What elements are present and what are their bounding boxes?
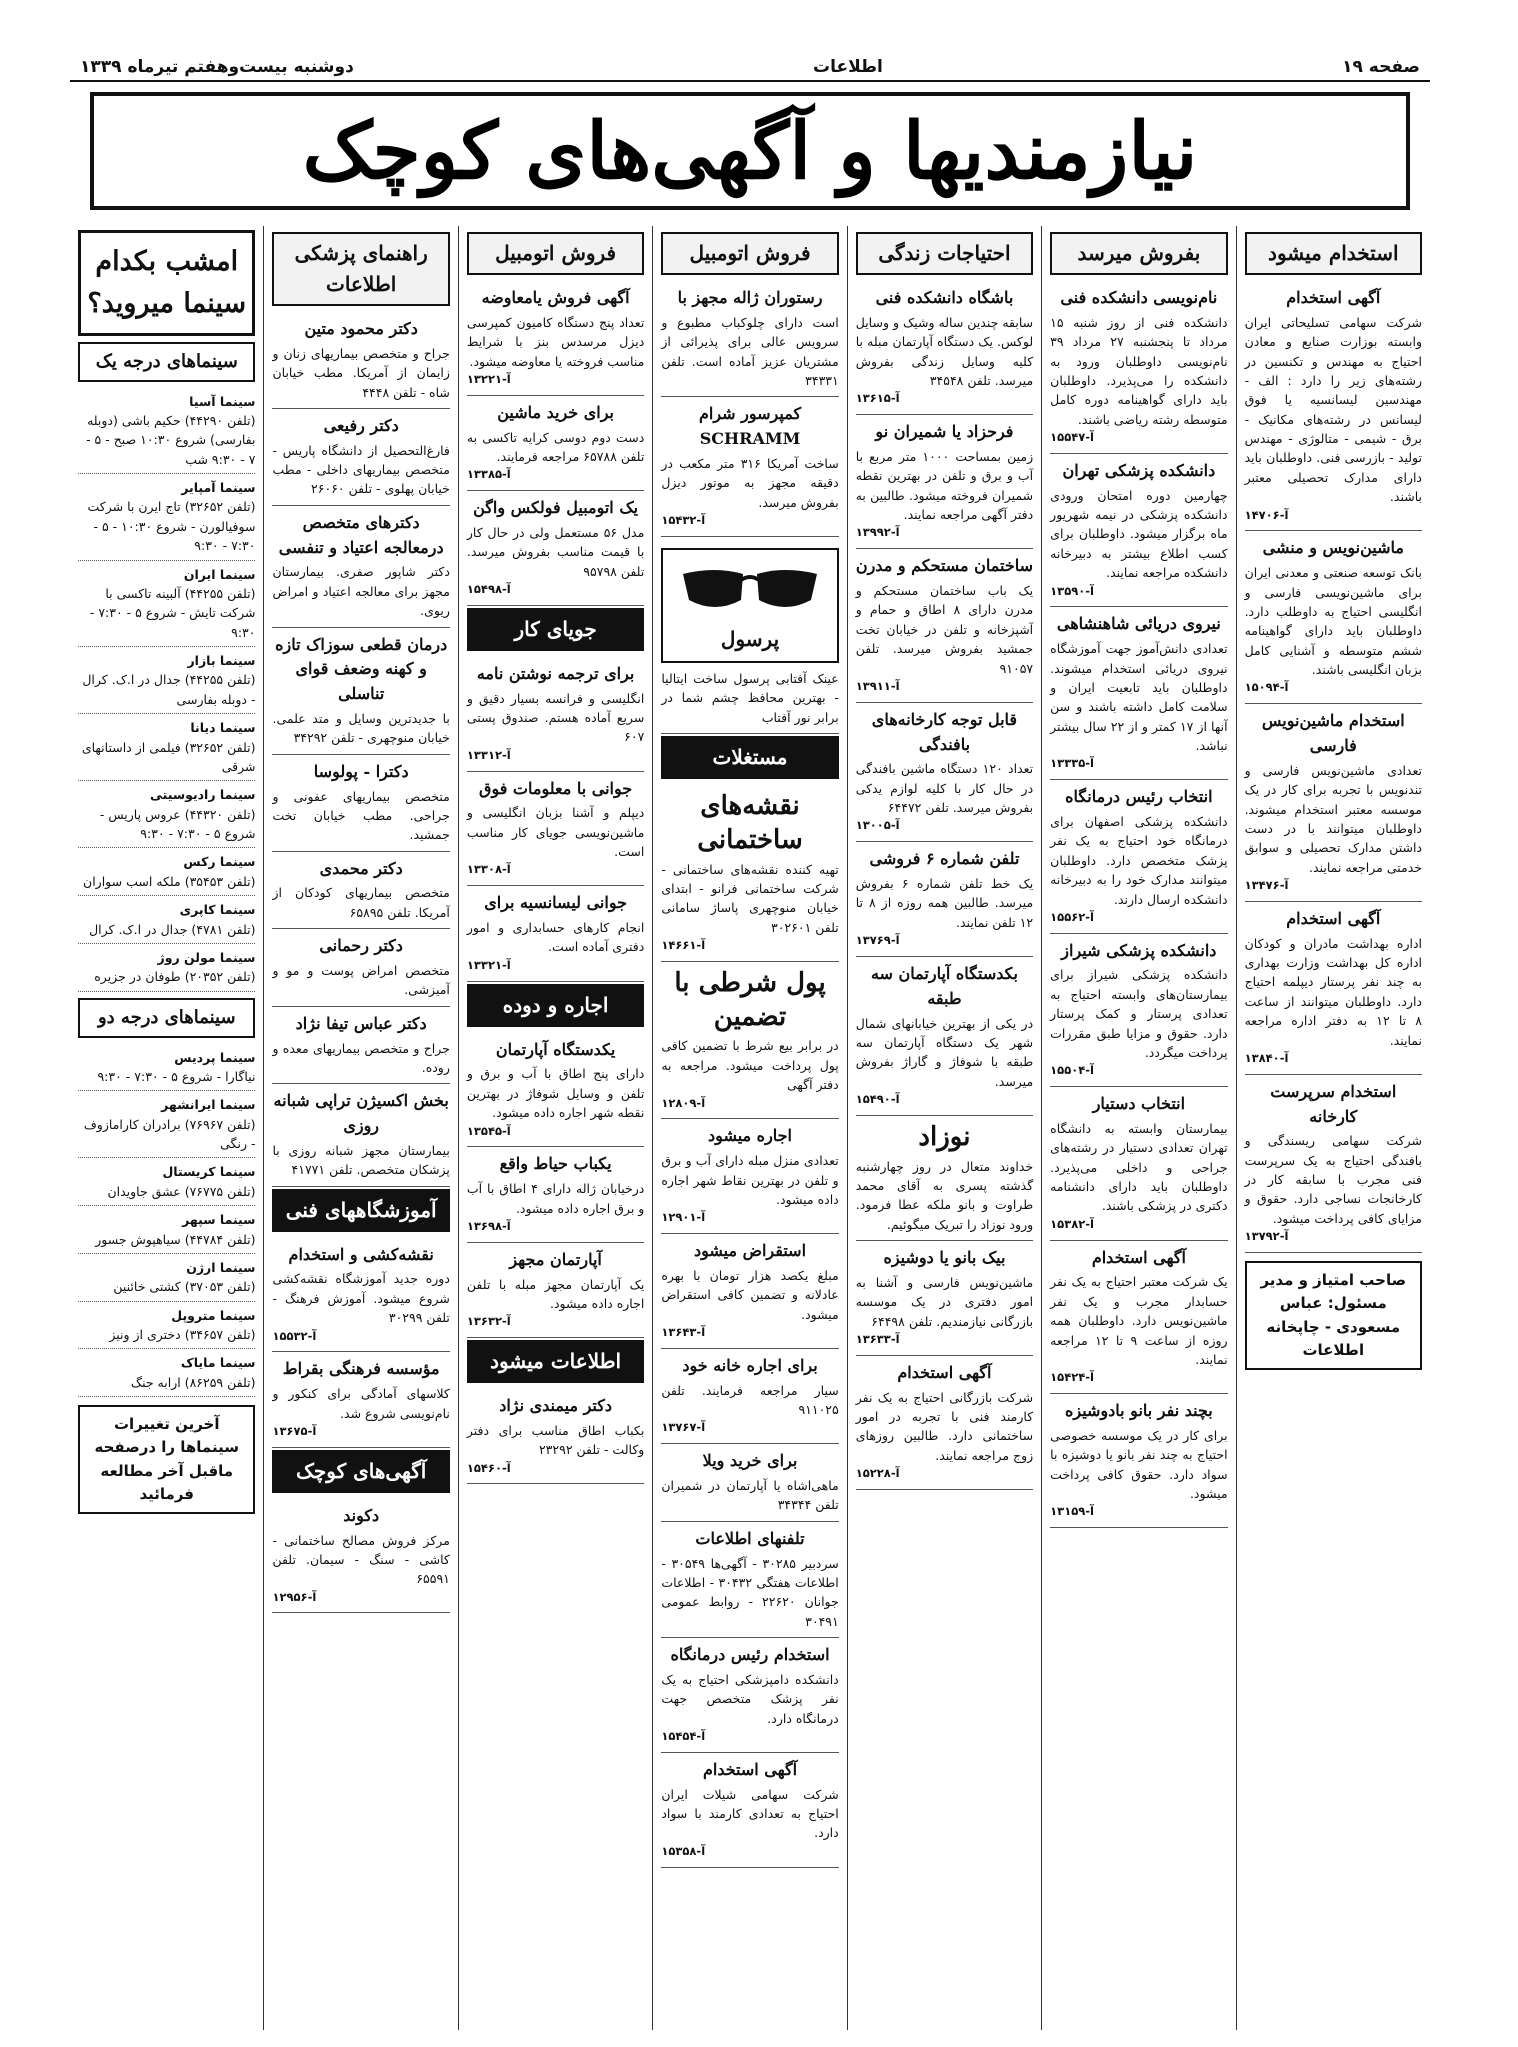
classified-ad [467, 886, 644, 981]
sunglasses-advert [661, 548, 838, 663]
classified-column [652, 226, 846, 2030]
ad-body: تعدادی ماشین‌نویس فارسی و تندنویس با تجربه برای کار در یک موسسه معتبر استخدام میشوند. داوطلبان میتوانند با در دست داشتن مدارک تحصیلی و سوابق خدمتی مراجعه نمایند. [1244, 762, 1422, 875]
ad-body: سابقه چندین ساله وشیک و وسایل لوکس. یک دستگاه آپارتمان مبله با کلیه وسایل زندگی بفروش میرسد. تلفن ۳۴۵۴۸ [855, 314, 1034, 388]
classified-ad [661, 785, 838, 962]
page-header [70, 54, 1430, 82]
classified-ad [1050, 1087, 1227, 1240]
ad-code: آ-۱۴۶۶۱ [661, 938, 706, 953]
ad-code: آ-۱۵۵۴۷ [1050, 430, 1094, 445]
classified-ad [1245, 704, 1422, 902]
ad-title: بیک بانو یا دوشیزه [883, 1248, 1006, 1268]
cinema-name: سینما مولن روژ [157, 949, 256, 965]
ad-code: آ-۱۵۳۸۲ [1050, 1216, 1094, 1231]
cinema-listing [78, 474, 255, 561]
ad-title: آگهی استخدام [702, 1759, 798, 1779]
ad-code: آ-۱۳۳۸۵ [466, 467, 511, 482]
classified-ad [467, 281, 644, 396]
ad-body: یک خط تلفن شماره ۶ بفروش میرسد. طالبین همه روزه از ۸ تا ۱۲ تلفن نمایند. [855, 876, 1034, 930]
ad-body: انگلیسی و فرانسه بسیار دقیق و سریع آماده هستم. صندوق پستی ۶۰۷ [466, 690, 645, 745]
cinema-listing [78, 714, 255, 781]
ad-code: آ-۱۳۷۶۷ [661, 1420, 706, 1435]
classified-ad [661, 1638, 838, 1753]
ad-body: شرکت بازرگانی احتیاج به یک نفر کارمند فنی با تجربه در امور ساختمانی دارد. طالبین روزهای زوج مراجعه نمایند. [855, 1389, 1034, 1463]
ad-title: آگهی فروش یامعاوضه [481, 288, 630, 307]
classified-ad [467, 1389, 644, 1484]
section-heading: اجاره و دوده [467, 984, 644, 1027]
cinema-details: (تلفن ۸۶۲۵۹) ارابه جنگ [130, 1374, 256, 1390]
ad-body: ماشین‌نویس فارسی و آشنا به امور دفتری در یک موسسه بازرگانی نیازمندیم. تلفن ۶۴۴۹۸ [855, 1274, 1034, 1329]
cinema-name: سینما کاپری [179, 902, 256, 918]
ad-code: آ-۱۳۶۳۳ [855, 1332, 900, 1347]
classified-ad [1245, 902, 1422, 1075]
ad-body: بکباب اطاق مناسب برای دفتر وکالت - تلفن ۲۳۲۹۲ [466, 1422, 645, 1458]
section-heading: استخدام میشود [1245, 232, 1422, 275]
ad-title: اجاره میشود [708, 1126, 792, 1146]
ad-body: یک آپارتمان مجهز مبله با تلفن اجاره داده میشود. [466, 1276, 645, 1311]
ad-body: سردبیر ۳۰۲۸۵ - آگهی‌ها ۳۰۵۴۹ - اطلاعات هفتگی ۳۰۴۳۲ - اطلاعات جوانان ۲۲۶۲۰ - روابط عمومی ۳۰۴۹۱ [661, 1555, 839, 1629]
cinema-heading: امشب بکدام سینما میروید؟ [78, 230, 255, 336]
ad-code: آ-۱۳۱۵۹ [1050, 1504, 1094, 1519]
ad-body: بیمارستان وابسته به دانشگاه تهران تعدادی دستیار در رشته‌های جراحی و داخلی می‌پذیرد. داوطلبان باید دارای دانشنامه دکتری در پزشکی باشند. [1050, 1120, 1228, 1214]
ad-code: آ-۱۵۵۰۴ [1050, 1063, 1094, 1078]
classified-ad [272, 312, 449, 409]
ad-title: برای خرید ویلا [702, 1451, 798, 1471]
classified-ad [856, 415, 1033, 549]
ad-body: در یکی از بهترین خیابانهای شمال شهر یک دستگاه آپارتمان سه طبقه با شوفاژ و گاراژ بفروش میرسد. [855, 1015, 1034, 1089]
ad-body: جراح و متخصص بیماریهای معده و روده. [272, 1040, 450, 1075]
ad-code: آ-۱۳۴۷۶ [1244, 878, 1289, 893]
classified-column [847, 226, 1041, 2030]
section-heading: فروش اتومبیل [661, 232, 838, 275]
cinema-listing [78, 388, 255, 475]
classified-ad [467, 657, 644, 772]
classified-ad [661, 1522, 838, 1638]
classified-ad [661, 1753, 838, 1868]
cinema-footer-note: آخرین تغییرات سینماها را درصفحه ماقبل آخر مطالعه فرمائید [78, 1405, 255, 1514]
cinema-listing [78, 1091, 255, 1158]
ad-title: جوانی با معلومات فوق [479, 778, 633, 798]
ad-body: کلاسهای آمادگی برای کنکور و نام‌نویسی شروع شد. [272, 1386, 450, 1421]
classified-ad [272, 506, 449, 628]
ad-body: در برابر بیع شرط با تضمین کافی پول پرداخت میشود. مراجعه به دفتر آگهی [661, 1038, 839, 1093]
ad-title: برای اجاره خانه خود [682, 1355, 818, 1375]
cinema-name: سینما آمپایر [181, 480, 256, 496]
issue-date: دوشنبه بیست‌وهفتم تیرماه ۱۳۳۹ [80, 57, 354, 77]
cinema-listing [78, 1349, 255, 1397]
classified-ad [1050, 1394, 1227, 1528]
ad-body: تعداد پنج دستگاه کامیون کمپرسی دیزل مرسدس بنز با شرایط مناسب فروخته یا معاوضه میشود. [466, 314, 645, 369]
ad-body: دانشکده دامپزشکی احتیاج به یک نفر پزشک متخصص جهت درمانگاه دارد. [661, 1671, 839, 1726]
ad-body: فارغ‌التحصیل از دانشگاه پاریس - متخصص بیماریهای داخلی - مطب خیابان پهلوی - تلفن ۲۶۰۶۰ [272, 442, 450, 497]
ad-body: اداره بهداشت مادران و کودکان اداره کل بهداشت وزارت بهداری به چند نفر پرستار دیپلمه احتیاج دارد. داوطلبان میتوانند از ساعت ۸ تا ۱۲ به دفتر اداره مراجعه نمایند. [1244, 935, 1422, 1048]
ad-code: آ-۱۲۹۵۶ [272, 1589, 317, 1604]
ad-code: آ-۱۵۴۳۲ [661, 513, 706, 528]
section-heading: جویای کار [467, 608, 644, 651]
ad-code: آ-۱۲۹۰۱ [661, 1210, 706, 1225]
cinema-details: (تلفن ۳۲۶۵۲) تاج ایرن با شرکت سوفیالورن - شروع ۱۰:۳۰ - ۵ - ۷:۳۰ - ۹:۳۰ [87, 499, 256, 554]
ad-title: یک اتومبیل فولکس واگن [473, 498, 639, 518]
classified-ad [661, 537, 838, 734]
ad-body: دکتر شاپور صفری. بیمارستان مجهز برای معالجه اعتیاد و امراض ریوی. [272, 564, 450, 619]
ad-title: دکترا - پولوسا [313, 761, 409, 781]
ad-title: آگهی استخدام [897, 1362, 992, 1382]
ad-code: آ-۱۳۷۶۹ [855, 933, 900, 948]
classified-ad [467, 1243, 644, 1338]
cinema-column [70, 226, 263, 2030]
ad-code: آ-۱۳۷۹۲ [1244, 1229, 1289, 1244]
ad-title: پول شرطی با تضمین [674, 967, 826, 1032]
ad-title: نقشه‌های ساختمانی [697, 790, 803, 855]
ad-body: دانشکده پزشکی شیراز برای بیمارستان‌های وابسته احتیاج به تعدادی پرستار و کمک پرستار دارد. حقوق و مزایا طبق مقررات پرداخت میگردد. [1050, 967, 1228, 1060]
classified-ad [272, 409, 449, 506]
cinema-details: نیاگارا - شروع ۵ - ۷:۳۰ - ۹:۳۰ [97, 1068, 256, 1084]
classified-ad [467, 772, 644, 887]
ad-title: بچند نفر بانو بادوشیزه [1064, 1401, 1213, 1421]
newspaper-name: اطلاعات [813, 57, 883, 77]
ad-body: متخصص بیماریهای عفونی و جراحی. مطب خیابان تخت جمشید. [272, 788, 450, 843]
section-heading: اطلاعات میشود [467, 1340, 644, 1383]
ad-body: شرکت سهامی تسلیحاتی ایران وابسته بوزارت صنایع و معادن احتیاج به مهندس و تکنسین در رشته‌های زیر را دارد : الف - مهندسین لیسانسیه یا فوق لیسانس در رشته‌های مکانیک - برق - شیمی - متالوژی - مهندس تولید - بازرسی فنی. داوطلبان باید دارای مدارک تحصیلی معتبر باشند. [1244, 314, 1422, 505]
classified-ad [272, 1499, 449, 1614]
classified-ad [467, 1147, 644, 1242]
ad-title: دکتر رحمانی [319, 936, 403, 956]
ad-title: یکباب حیاط واقع [499, 1154, 612, 1174]
ad-body: ماهی‌اشاه یا آپارتمان در شمیران تلفن ۳۴۳۴۴ [661, 1478, 839, 1513]
ad-body: مرکز فروش مصالح ساختمانی - کاشی - سنگ - سیمان. تلفن ۶۵۵۹۱ [272, 1532, 450, 1587]
section-heading: بفروش میرسد [1050, 232, 1227, 275]
classified-ad [661, 1349, 838, 1444]
classified-ad [272, 628, 449, 755]
ad-body: درخیابان ژاله دارای ۴ اطاق با آب و برق اجاره داده میشود. [466, 1181, 645, 1216]
ad-body: متخصص امراض پوست و مو و آمیزشی. [272, 962, 450, 998]
ad-code: آ-۱۳۶۳۲ [466, 1314, 511, 1329]
classified-ad [661, 962, 838, 1120]
ad-title: فرحزاد یا شمیران نو [875, 422, 1014, 442]
section-heading: مستغلات [661, 736, 838, 779]
section-heading: احتیاجات زندگی [856, 232, 1033, 275]
ad-body: عینک آفتابی پرسول ساخت ایتالیا - بهترین محافظ چشم شما در برابر نور آفتاب [661, 670, 839, 725]
ad-title: دکتر رفیعی [323, 415, 399, 435]
ad-code: آ-۱۵۴۹۰ [855, 1092, 900, 1107]
classified-ad [856, 281, 1033, 415]
classified-ad [661, 281, 838, 397]
ad-title: تلفن شماره ۶ فروشی [869, 849, 1020, 869]
cinema-details: (تلفن ۴۴۲۹۰) حکیم باشی (دوبله بفارسی) شروع ۱۰:۳۰ صبح - ۵ - ۷ - ۹:۳۰ شب [86, 412, 256, 467]
classified-ad [856, 703, 1033, 843]
ad-body: شرکت سهامی شیلات ایران احتیاج به تعدادی کارمند با سواد دارد. [661, 1786, 839, 1841]
ad-title: نیروی دریائی شاهنشاهی [1056, 614, 1221, 634]
section-heading: فروش اتومبیل [467, 232, 644, 275]
ad-title: استخدام سرپرست کارخانه [1270, 1081, 1397, 1126]
ad-title: بخش اکسیژن تراپی شبانه روزی [273, 1091, 449, 1136]
classified-column [458, 226, 652, 2030]
classified-ad [661, 1234, 838, 1349]
classified-ad [1050, 780, 1227, 933]
ad-code: آ-۱۳۶۹۸ [466, 1218, 511, 1233]
ad-body: خداوند متعال در روز چهارشنبه گذشته پسری به آقای محمد طراوت و بانو ملکه عطا فرمود. ورود نوزاد را تبریک میگوئیم. [855, 1158, 1034, 1232]
cinema-name: سینما متروپل [171, 1307, 256, 1323]
classified-ad [661, 397, 838, 537]
page-number: صفحه ۱۹ [1342, 57, 1420, 77]
section-heading: آموزشگاههای فنی [272, 1189, 449, 1232]
cinema-listing [78, 781, 255, 848]
publisher-credits: صاحب امتیاز و مدیر مسئول: عباس مسعودی - چاپخانه اطلاعات [1245, 1261, 1422, 1370]
ad-title: باشگاه دانشکده فنی [875, 288, 1014, 307]
classified-ad [1050, 934, 1227, 1087]
classified-ad [1050, 1241, 1227, 1394]
ad-title: استقراض میشود [694, 1241, 807, 1261]
ad-code: آ-۱۵۰۹۴ [1244, 680, 1289, 695]
classified-ad [272, 1007, 449, 1085]
cinema-listing [78, 1302, 255, 1350]
classified-ad [272, 929, 449, 1007]
ad-code: آ-۱۵۳۵۸ [661, 1843, 706, 1858]
classified-column [1236, 226, 1430, 2030]
cinema-name: سینما ارژن [186, 1259, 256, 1275]
cinema-listing [78, 1206, 255, 1254]
classified-ad [1245, 1075, 1422, 1253]
classified-ad [467, 491, 644, 606]
ad-body: زمین بمساحت ۱۰۰۰ متر مربع با آب و برق و تلفن در بهترین نقطه شمیران فروخته میشود. طالبین به دفتر آگهی مراجعه نمایند. [855, 448, 1034, 523]
ad-title: مؤسسه فرهنگی بقراط [282, 1359, 440, 1379]
ad-title: نوزاد [918, 1121, 971, 1152]
ad-code: آ-۱۵۴۶۰ [466, 1460, 511, 1475]
ad-title: یکدستگاه آپارتمان [495, 1039, 616, 1059]
cinema-listing [78, 944, 255, 992]
classified-ad [1245, 531, 1422, 704]
classified-ad [272, 1084, 449, 1186]
ad-body: دوره جدید آموزشگاه نقشه‌کشی شروع میشود. آموزش فرهنگ - تلفن ۳۰۲۹۹ [272, 1271, 450, 1326]
ad-code: آ-۱۳۹۹۲ [855, 525, 900, 540]
ad-body: دانشکده پزشکی اصفهان برای درمانگاه خود احتیاج به یک نفر پزشک متخصص دارد. داوطلبان میتوانند مدارک خود را به دبیرخانه دانشکده ارسال دارند. [1050, 814, 1228, 907]
cinema-details: (تلفن ۴۴۲۵۵) آلبینه تاکسی با شرکت تایش - شروع ۵ - ۷:۳۰ - ۹:۳۰ [89, 585, 256, 640]
ad-body: تعدادی دانش‌آموز جهت آموزشگاه نیروی دریائی استخدام میشوند. داوطلبان باید تابعیت ایران و سلامت کامل داشته باشند و سن آنها از ۱۷ کمتر و از ۲۲ سال بیشتر نباشد. [1050, 641, 1228, 754]
ad-body: چهارمین دوره امتحان ورودی دانشکده پزشکی در نیمه شهریور ماه برگزار میشود. داوطلبان برای کسب اطلاع بیشتر به دبیرخانه دانشکده مراجعه نمایند. [1050, 487, 1228, 581]
cinema-name: سینما رادیوسیتی [149, 787, 256, 803]
cinema-name: سینما ایرانشهر [161, 1097, 256, 1113]
ad-title: دکترهای متخصص درمعالجه اعتیاد و تنفسی [278, 512, 444, 557]
classified-ad [272, 1352, 449, 1447]
section-heading: آگهی‌های کوچک [272, 1450, 449, 1493]
ad-code: آ-۱۳۳۲۱ [466, 957, 511, 972]
ad-body: جراح و متخصص بیماریهای زنان و زایمان از آمریکا. مطب خیابان شاه - تلفن ۴۴۴۸ [272, 345, 450, 400]
classified-columns [70, 226, 1430, 2030]
ad-code: آ-۱۳۲۲۱ [466, 371, 511, 386]
classified-ad [1050, 281, 1227, 454]
ad-title: برای ترجمه نوشتن نامه [476, 663, 635, 683]
ad-title: دکتر میمندی نژاد [499, 1396, 612, 1416]
ad-code: آ-۱۵۴۲۴ [1050, 1370, 1094, 1385]
ad-title: دکتر محمود متین [304, 319, 418, 338]
ad-code: آ-۱۳۶۴۳ [661, 1325, 706, 1340]
cinema-listing [78, 1158, 255, 1206]
cinema-details: (تلفن ۴۴۳۲۰) عروس پاریس - شروع ۵ - ۷:۳۰ - ۹:۳۰ [99, 806, 256, 842]
ad-title: ماشین‌نویس و منشی [1262, 538, 1404, 558]
ad-title: دکوند [343, 1505, 380, 1525]
ad-code: آ-۱۳۵۹۰ [1050, 583, 1094, 598]
classified-ad [272, 852, 449, 930]
ad-body: تهیه کننده نقشه‌های ساختمانی - شرکت ساختمانی فرانو - ابتدای خیابان منوچهری پاساژ سامانی تلفن ۳۰۲۶۰۱ [661, 861, 839, 935]
cinema-name: سینما دیانا [190, 720, 256, 736]
ad-code: آ-۱۳۵۴۵ [466, 1123, 511, 1138]
ad-title: کمپرسور شرام SCHRAMM [698, 404, 802, 449]
classified-ad [272, 1238, 449, 1353]
cinema-listing [78, 848, 255, 896]
ad-code: آ-۱۴۷۰۶ [1244, 507, 1289, 522]
classified-ad [661, 1119, 838, 1234]
ad-code: آ-۱۳۶۱۵ [855, 391, 900, 406]
classified-ad [272, 755, 449, 852]
cinema-details: (تلفن ۴۴۷۸۴) سیاهپوش جسور [95, 1231, 256, 1247]
cinema-name: سینما سپهر [182, 1212, 256, 1228]
cinema-details: (تلفن ۷۶۷۷۵) عشق جاویدان [107, 1183, 256, 1199]
ad-code: آ-۱۵۴۵۴ [661, 1728, 706, 1743]
ad-title: آگهی استخدام [1286, 908, 1381, 928]
section-masthead [90, 92, 1410, 210]
ad-body: بیمارستان مجهز شبانه روزی با پزشکان متخصص. تلفن ۴۱۷۷۱ [272, 1142, 450, 1178]
cinema-listing [78, 561, 255, 648]
cinema-first-run-heading: سینماهای درجه یک [78, 342, 255, 382]
ad-title: قابل توجه کارخانه‌های بافندگی [871, 709, 1018, 754]
ad-title: جوانی لیسانسیه برای [484, 893, 627, 913]
ad-body: متخصص بیماریهای کودکان از آمریکا. تلفن ۶۵۸۹۵ [272, 885, 450, 920]
ad-title: دکتر عباس تیفا نژاد [295, 1013, 427, 1033]
ad-body: است دارای چلوکباب مطبوع و سرویس عالی برای پذیرائی از مشتریان عزیز آماده است. تلفن ۳۴۳۳۱ [661, 314, 839, 388]
ad-title: درمان قطعی سوزاک تازه و کهنه وضعف قوای تناسلی [275, 634, 448, 704]
classified-ad [856, 842, 1033, 957]
classified-ad [856, 957, 1033, 1116]
cinema-name: سینما رکس [183, 854, 256, 870]
cinema-details: (تلفن ۳۴۶۵۷) دختری از ونیز [109, 1327, 256, 1343]
classified-column [1041, 226, 1235, 2030]
ad-title: رستوران ژاله مجهز با [677, 288, 823, 307]
cinema-details: (تلفن ۲۰۳۵۲) طوفان در جزیره [94, 969, 256, 985]
ad-title: ساختمان مستحکم و مدرن [855, 556, 1034, 576]
classified-ad [1050, 454, 1227, 607]
cinema-listing [78, 1044, 255, 1092]
cinema-details: (تلفن ۴۷۸۱) جدال در ا.ک. کرال [89, 921, 256, 937]
ad-title: انتخاب دستیار [1092, 1094, 1186, 1114]
cinema-name: سینما بازار [187, 653, 256, 669]
cinema-details: (تلفن ۳۲۶۵۲) فیلمی از داستانهای شرقی [81, 739, 256, 774]
ad-body: دارای پنج اطاق با آب و برق و تلفن و وسایل شوفاژ در بهترین نقطه شهر اجاره داده میشود. [466, 1066, 645, 1121]
ad-title: نقشه‌کشی و استخدام [288, 1244, 434, 1264]
classified-ad [856, 549, 1033, 702]
ad-code: آ-۱۳۳۰۸ [466, 862, 511, 877]
cinema-name: سینما آسیا [189, 393, 256, 409]
section-heading: راهنمای پزشکی اطلاعات [272, 232, 449, 306]
brand-name: پرسول [720, 626, 780, 651]
ad-code: آ-۱۳۳۱۲ [466, 747, 511, 762]
ad-title: استخدام رئیس درمانگاه [670, 1645, 830, 1665]
cinema-details: (تلفن ۳۵۴۵۳) ملکه اسب سواران [83, 873, 256, 889]
cinema-details: (تلفن ۳۷۰۵۳) کشتی خائنین [113, 1279, 256, 1295]
ad-body: دیپلم و آشنا بزبان انگلیسی و ماشین‌نویسی جویای کار مناسب است. [466, 805, 645, 860]
ad-body: با جدیدترین وسایل و متد علمی. خیابان منوچهری - تلفن ۳۴۲۹۲ [272, 710, 450, 746]
ad-title: استخدام ماشین‌نویس فارسی [1261, 711, 1405, 756]
ad-title: دکتر محمدی [319, 858, 403, 878]
classified-ad [467, 1033, 644, 1148]
cinema-name: سینما پردیس [174, 1049, 256, 1065]
ad-title: تلفنهای اطلاعات [695, 1528, 805, 1548]
ad-code: آ-۱۵۵۳۲ [272, 1328, 317, 1343]
cinema-listing [78, 647, 255, 714]
classified-ad [661, 1444, 838, 1522]
ad-body: برای کار در یک موسسه خصوصی احتیاج به چند نفر بانو یا دوشیزه با سواد دارد. حقوق کافی پرداخت میشود. [1050, 1427, 1228, 1502]
ad-code: آ-۱۳۹۱۱ [855, 678, 900, 693]
ad-body: تعدادی منزل مبله دارای آب و برق و تلفن در بهترین نقاط شهر اجاره داده میشود. [661, 1153, 839, 1207]
ad-title: برای خرید ماشین [497, 402, 615, 422]
cinema-name: سینما مایاک [180, 1355, 256, 1371]
ad-body: ساخت آمریکا ۳۱۶ متر مکعب در دقیقه مجهز به موتور دیزل بفروش میرسد. [661, 455, 839, 510]
ad-code: آ-۱۵۵۶۲ [1050, 909, 1094, 924]
ad-code: آ-۱۲۸۰۹ [661, 1095, 706, 1110]
classified-ad [1050, 607, 1227, 780]
ad-body: مبلغ یکصد هزار تومان با بهره عادلانه و تضمین کافی استقراض میشود. [661, 1267, 839, 1322]
ad-body: شرکت سهامی ریسندگی و بافندگی احتیاج به یک سرپرست فنی مجرب با سابقه کار در کارخانجات نساجی دارد. حقوق و مزایای کافی پرداخت میشود. [1244, 1133, 1422, 1226]
cinema-second-run-heading: سینماهای درجه دو [78, 998, 255, 1038]
ad-code: آ-۱۳۰۰۵ [855, 818, 900, 833]
ad-title: آگهی استخدام [1286, 288, 1381, 307]
ad-code: آ-۱۳۶۷۵ [272, 1423, 317, 1438]
ad-code: آ-۱۳۸۴۰ [1244, 1050, 1289, 1065]
cinema-listing [78, 1254, 255, 1302]
ad-body: انجام کارهای حسابداری و امور دفتری آماده است. [466, 920, 645, 955]
ad-title: آپارتمان مجهز [509, 1249, 602, 1269]
classified-ad [856, 1241, 1033, 1356]
ad-code: آ-۱۳۳۳۵ [1050, 756, 1094, 771]
cinema-details: (تلفن ۴۴۲۵۵) جدال در ا.ک. کرال - دوبله بفارسی [82, 672, 256, 707]
ad-title: دانشکده پزشکی تهران [1062, 460, 1216, 480]
cinema-name: سینما ایران [183, 566, 256, 582]
ad-title: آگهی استخدام [1091, 1247, 1186, 1267]
cinema-name: سینما کریستال [162, 1164, 256, 1180]
ad-body: مدل ۵۶ مستعمل ولی در حال کار با قیمت مناسب بفروش میرسد. تلفن ۹۵۷۹۸ [466, 524, 645, 579]
classified-ad [1245, 281, 1422, 531]
cinema-details: (تلفن ۷۶۹۶۷) برادران کارامازوف - رنگی [83, 1116, 256, 1152]
ad-title: بکدستگاه آپارتمان سه طبقه [870, 963, 1018, 1008]
cinema-listing [78, 896, 255, 944]
ad-code: آ-۱۵۲۲۸ [855, 1466, 900, 1481]
masthead-title: نیازمندیها و آگهی‌های کوچک [302, 105, 1198, 197]
classified-ad [467, 396, 644, 491]
ad-body: سیار مراجعه فرمایند. تلفن ۹۱۱۰۲۵ [661, 1382, 839, 1418]
ad-body: یک باب ساختمان مستحکم و مدرن دارای ۸ اطاق و حمام و آشپزخانه و تلفن در خیابان تخت جمشید بفروش میرسد. تلفن ۹۱۰۵۷ [855, 583, 1034, 676]
ad-title: دانشکده پزشکی شیراز [1061, 940, 1217, 960]
sunglasses-icon [675, 560, 825, 620]
classified-ad [856, 1116, 1033, 1241]
ad-code: آ-۱۵۴۹۸ [466, 582, 511, 597]
ad-body: دانشکده فنی از روز شنبه ۱۵ مرداد تا پنجشنبه ۲۷ مرداد ۳۹ نام‌نویسی داوطلبان ورود به دانشکده را می‌پذیرد. داوطلبان باید دارای گواهینامه دوره کامل متوسطه رشته ریاضی باشند. [1050, 314, 1228, 427]
classified-ad [856, 1356, 1033, 1490]
newspaper-page [70, 40, 1430, 2030]
ad-body: دست دوم دوسی کرایه تاکسی به تلفن ۶۵۷۸۸ مراجعه فرمایند. [466, 429, 645, 464]
ad-title: نام‌نویسی دانشکده فنی [1060, 288, 1218, 307]
ad-body: تعداد ۱۲۰ دستگاه ماشین بافندگی در حال کار با کلیه لوازم یدکی بفروش میرسد. تلفن ۶۴۴۷۲ [855, 761, 1034, 816]
ad-body: یک شرکت معتبر احتیاج به یک نفر حسابدار مجرب و یک نفر ماشین‌نویس دارد. داوطلبان همه روزه از ساعت ۹ تا ۱۲ مراجعه نمایند. [1050, 1274, 1228, 1367]
ad-body: بانک توسعه صنعتی و معدنی ایران برای ماشین‌نویسی فارسی و انگلیسی احتیاج به داوطلب دارد. داوطلبان باید دارای گواهینامه ششم متوسطه و آشنایی کامل بزبان انگلیسی باشند. [1244, 565, 1422, 678]
ad-title: انتخاب رئیس درمانگاه [1065, 787, 1213, 807]
classified-column [263, 226, 457, 2030]
